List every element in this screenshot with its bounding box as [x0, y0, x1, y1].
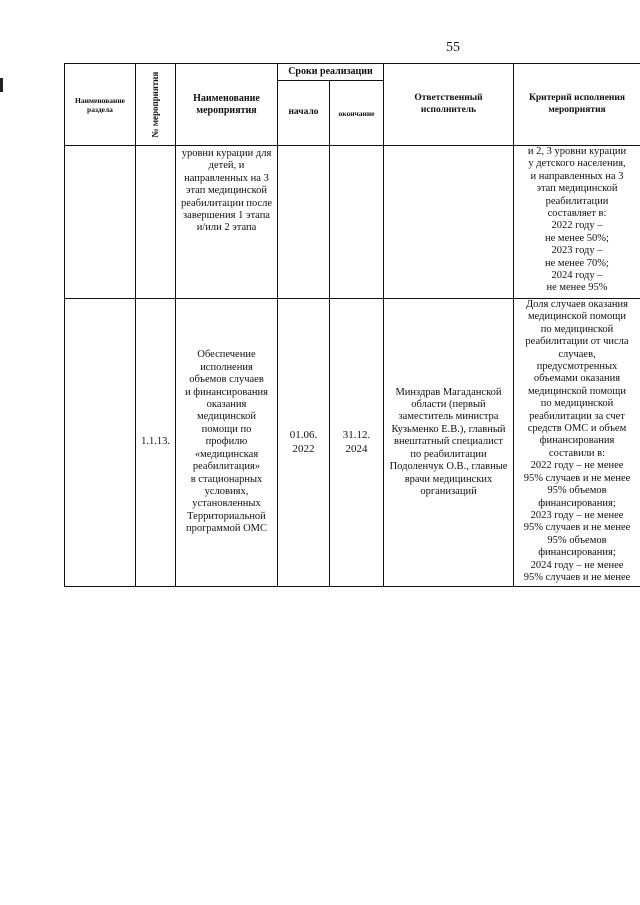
header-event-name: Наименование мероприятия — [193, 92, 260, 116]
row-2-event-number: 1.1.13. — [141, 436, 170, 448]
header-responsible: Ответственный исполнитель — [414, 93, 483, 115]
page-number: 55 — [446, 40, 460, 55]
scan-edge-mark — [0, 78, 3, 92]
row-2-event-name: Обеспечение исполнения объемов случаев и финансирования оказания медицинской помощи по профилю «медицинская реабилитация» в стационарных условиях, установленных Территориальной программой ОМС — [185, 349, 268, 535]
row-2-responsible: Минздрав Магаданской области (первый заместитель министра Кузьменко Е.В.), главный внештатный специалист по реабилитации Подоленчук О.В., главные врачи медицинских организаций — [389, 386, 508, 497]
table-bottom-border — [64, 586, 640, 587]
header-end: окончание — [338, 108, 375, 118]
header-deadlines: Сроки реализации — [288, 66, 373, 77]
row-2-start-date: 01.06. 2022 — [289, 429, 318, 455]
row-2-end-date: 31.12. 2024 — [342, 429, 371, 455]
header-event-number: № мероприятия — [149, 71, 160, 138]
row-2-criterion: Доля случаев оказания медицинской помощи по медицинской реабилитации от числа случаев, предусмотренных объемами оказания медицинской помощи по медицинской реабилитации за счет средств ОМС и объем финансирования составили в: 2022 году – не менее 95% случаев и не менее 95% объемов финансирования; 2023 году – не менее 95% случаев и не менее 95% объемов финансирования; 2024 году – не менее 95% случаев и не менее — [523, 299, 631, 583]
header-section-name: Наименование раздела — [75, 95, 125, 114]
row-1-event-name: уровни курации для детей, и направленных на 3 этап медицинской реабилитации после завершения 1 этапа и/или 2 этапа — [180, 148, 273, 234]
header-start: начало — [288, 107, 319, 118]
row-1-criterion: и 2, 3 уровни курации у детского населения, и направленных на 3 этап медицинской реабилитации составляет в: 2022 году – не менее 50%; 2023 году – не менее 70%; 2024 году – не менее 95% — [527, 146, 627, 294]
header-criterion: Критерий исполнения мероприятия — [528, 93, 626, 115]
